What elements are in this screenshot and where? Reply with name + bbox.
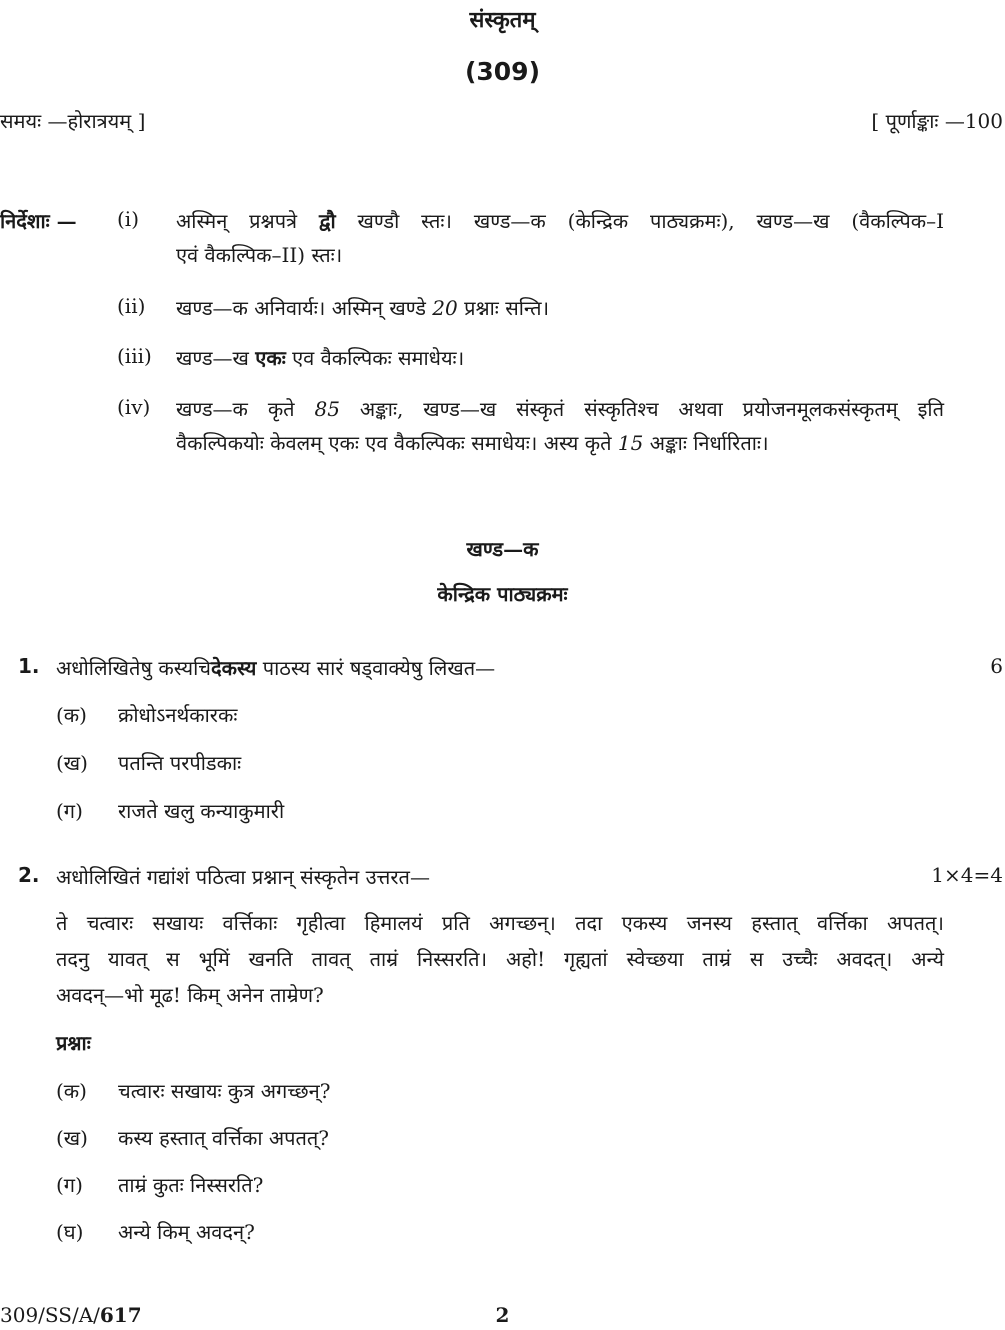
section-subtitle: केन्द्रिक पाठ्यक्रमः <box>437 582 568 606</box>
subject-title: संस्कृतम् <box>469 7 536 33</box>
question-text: अधोलिखितेषु कस्यचिदेकस्य पाठस्य सारं षड्वाक्येषु लिखत— <box>56 656 496 680</box>
instruction-text: वैकल्पिकयोः केवलम् एकः एव वैकल्पिकः समाधेयः। अस्य कृते 15 अङ्काः निर्धारिताः। <box>176 431 769 455</box>
time-allowed: समयः —होरात्रयम् ] <box>0 109 146 133</box>
questions-label: प्रश्नाः <box>56 1031 91 1055</box>
option: (ख) पतन्ति परपीडकाः <box>56 751 242 775</box>
instruction-text: खण्ड—क कृते 85 अङ्काः, खण्ड—ख संस्कृतं संस्कृतिश्च अथवा प्रयोजनमूलकसंस्कृतम् इति <box>176 397 944 421</box>
option: (ख) कस्य हस्तात् वर्त्तिका अपतत्? <box>56 1126 330 1150</box>
instruction-num: (i) <box>117 207 140 231</box>
option: (क) चत्वारः सखायः कुत्र अगच्छन्? <box>56 1079 331 1103</box>
instruction-text: खण्ड—ख एकः एव वैकल्पिकः समाधेयः। <box>176 346 465 370</box>
question-number: 2. <box>18 863 40 887</box>
section-title: खण्ड—क <box>466 537 539 561</box>
option: (ग) राजते खलु कन्याकुमारी <box>56 799 285 823</box>
max-marks: [ पूर्णाङ्काः —100 <box>871 109 1003 133</box>
instructions-heading: निर्देशाः — <box>0 209 77 233</box>
paper-code: (309) <box>464 57 541 86</box>
instruction-text: एवं वैकल्पिक–II) स्तः। <box>176 243 343 267</box>
question-marks: 1×4=4 <box>931 863 1003 887</box>
question-number: 1. <box>18 654 40 678</box>
page-number: 2 <box>495 1303 510 1327</box>
instruction-text: खण्ड—क अनिवार्यः। अस्मिन् खण्डे 20 प्रश्नाः सन्ति। <box>176 296 550 320</box>
passage-line: तदनु यावत् स भूमिं खनति तावत् ताम्रं निस्सरति। अहो! गृह्यतां स्वेच्छया ताम्रं स उच्चैः अवदत्। अन्ये <box>56 947 944 971</box>
passage-line: अवदन्—भो मूढ! किम् अनेन ताम्रेण? <box>56 983 324 1007</box>
option: (क) क्रोधोऽनर्थकारकः <box>56 703 238 727</box>
instruction-num: (ii) <box>117 294 146 318</box>
option: (घ) अन्ये किम् अवदन्? <box>56 1220 255 1244</box>
passage-line: ते चत्वारः सखायः वर्त्तिकाः गृहीत्वा हिमालयं प्रति अगच्छन्। तदा एकस्य जनस्य हस्तात् वर्त्तिका अपतत्। <box>56 911 944 935</box>
option: (ग) ताम्रं कुतः निस्सरति? <box>56 1173 264 1197</box>
instruction-num: (iv) <box>117 395 151 419</box>
instruction-num: (iii) <box>117 344 152 368</box>
question-text: अधोलिखितं गद्यांशं पठित्वा प्रश्नान् संस्कृतेन उत्तरत— <box>56 865 430 889</box>
instruction-text: अस्मिन् प्रश्नपत्रे द्वौ खण्डौ स्तः। खण्ड—क (केन्द्रिक पाठ्यक्रमः), खण्ड—ख (वैकल्पिक–I <box>176 209 944 233</box>
footer-code: 309/SS/A/617 <box>0 1303 142 1327</box>
question-marks: 6 <box>990 654 1003 678</box>
